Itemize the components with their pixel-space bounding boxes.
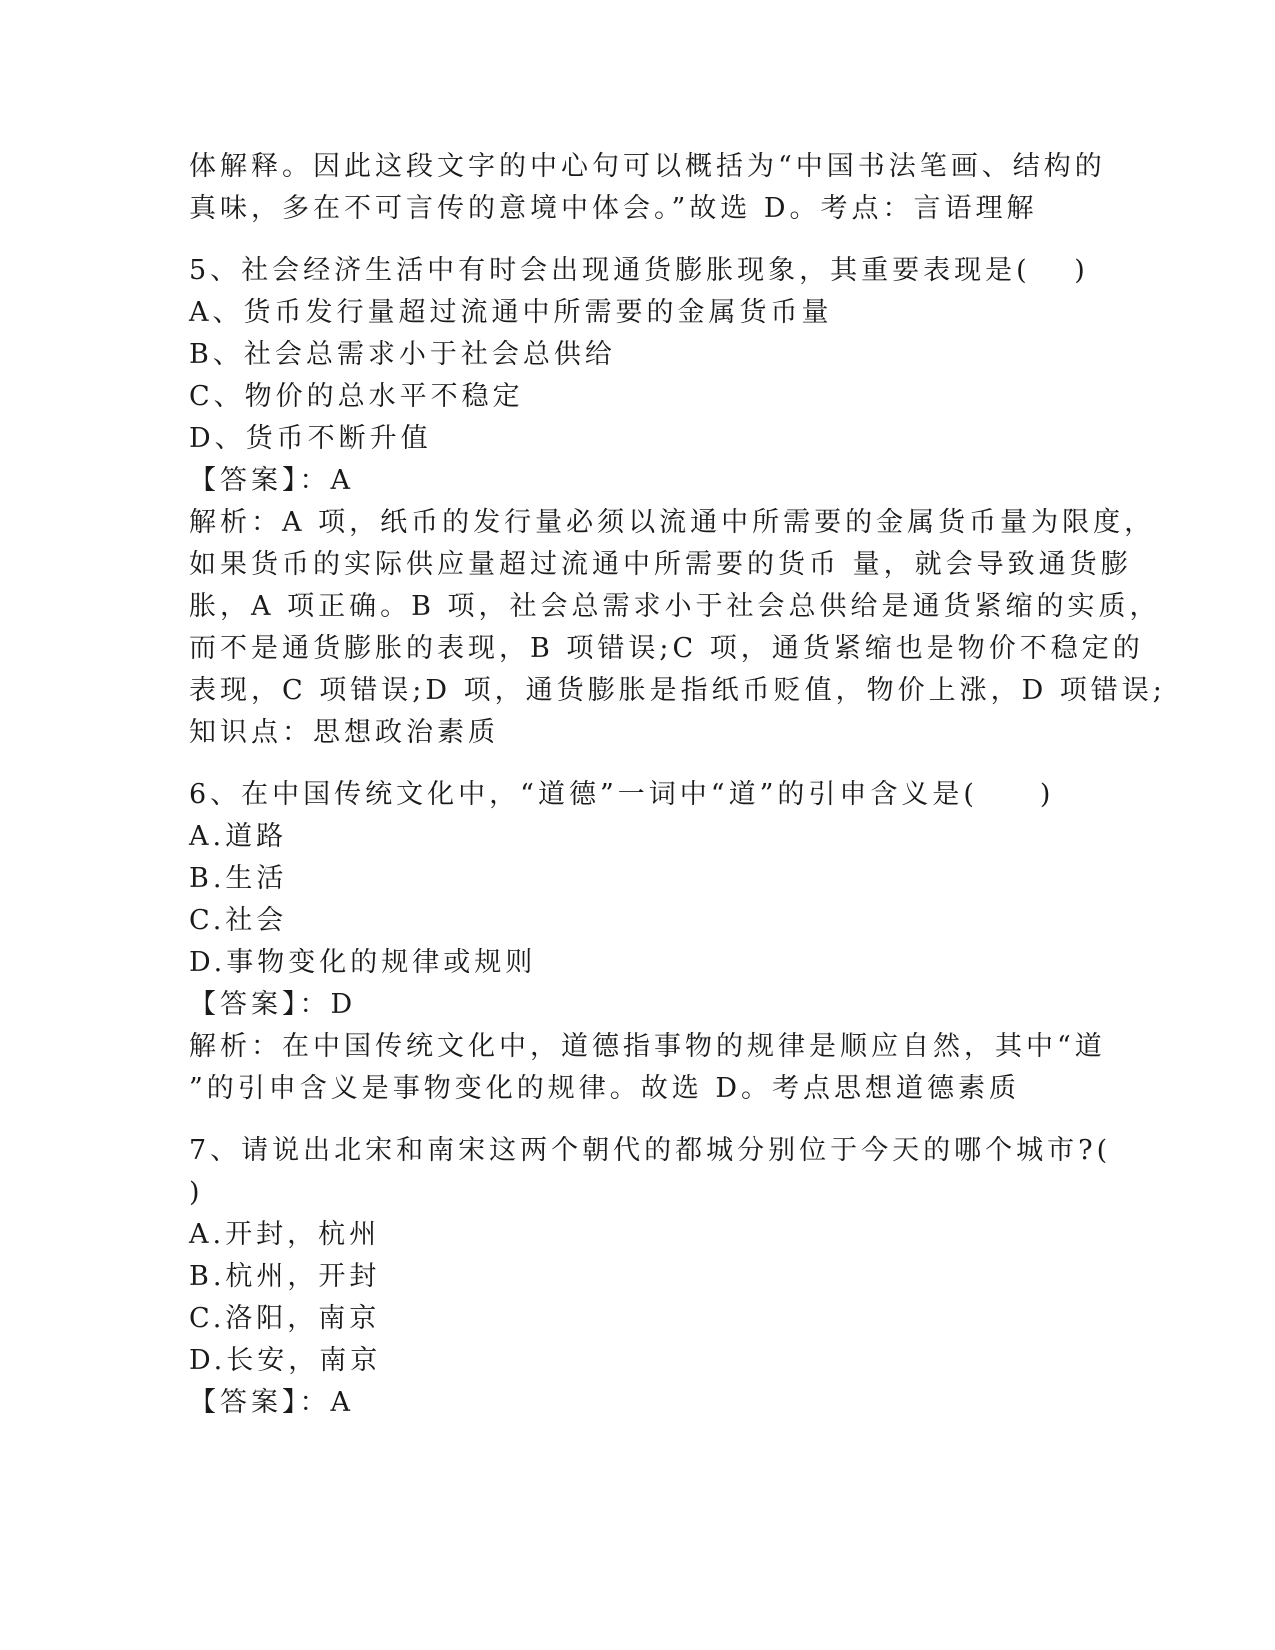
option-a: A、货币发行量超过流通中所需要的金属货币量 [189, 297, 833, 328]
question-text-continued: ) [189, 1177, 204, 1208]
option-c: C.社会 [189, 905, 288, 936]
analysis-line: 解析：A 项，纸币的发行量必须以流通中所需要的金属货币量为限度， [189, 507, 1156, 538]
analysis-line: 真味，多在不可言传的意境中体会。”故选 D。考点：言语理解 [189, 193, 1038, 224]
question-6 [189, 774, 1106, 1110]
page-content [189, 146, 1166, 1424]
option-b: B.杭州，开封 [189, 1261, 381, 1292]
analysis-line: 体解释。因此这段文字的中心句可以概括为“中国书法笔画、结构的 [189, 151, 1106, 182]
answer-label: 【答案】：A [189, 465, 354, 496]
option-a: A.道路 [189, 821, 288, 852]
analysis-line: 知识点：思想政治素质 [189, 717, 499, 748]
previous-analysis [189, 146, 1106, 230]
option-d: D.事物变化的规律或规则 [189, 947, 537, 978]
analysis-line: 而不是通货膨胀的表现，B 项错误;C 项，通货紧缩也是物价不稳定的 [189, 633, 1144, 664]
option-d: D.长安，南京 [189, 1345, 382, 1376]
answer-label: 【答案】：A [189, 1387, 354, 1418]
answer-label: 【答案】：D [189, 989, 357, 1020]
question-text: 7、请说出北宋和南宋这两个朝代的都城分别位于今天的哪个城市?( [189, 1135, 1112, 1166]
option-c: C、物价的总水平不稳定 [189, 381, 524, 412]
analysis-line: 胀，A 项正确。B 项，社会总需求小于社会总供给是通货紧缩的实质， [189, 591, 1161, 622]
question-text: 5、社会经济生活中有时会出现通货膨胀现象，其重要表现是( ) [189, 255, 1089, 286]
option-c: C.洛阳，南京 [189, 1303, 381, 1334]
question-5 [189, 250, 1166, 754]
option-d: D、货币不断升值 [189, 423, 432, 454]
question-text: 6、在中国传统文化中，“道德”一词中“道”的引申含义是( ) [189, 779, 1055, 810]
analysis-line: 如果货币的实际供应量超过流通中所需要的货币 量，就会导致通货膨 [189, 549, 1132, 580]
analysis-line: ”的引申含义是事物变化的规律。故选 D。考点思想道德素质 [189, 1073, 1021, 1104]
option-b: B、社会总需求小于社会总供给 [189, 339, 616, 370]
option-a: A.开封，杭州 [189, 1219, 381, 1250]
option-b: B.生活 [189, 863, 288, 894]
analysis-line: 表现，C 项错误;D 项，通货膨胀是指纸币贬值，物价上涨，D 项错误; [189, 675, 1166, 706]
question-7 [189, 1130, 1112, 1424]
analysis-line: 解析：在中国传统文化中，道德指事物的规律是顺应自然，其中“道 [189, 1031, 1106, 1062]
